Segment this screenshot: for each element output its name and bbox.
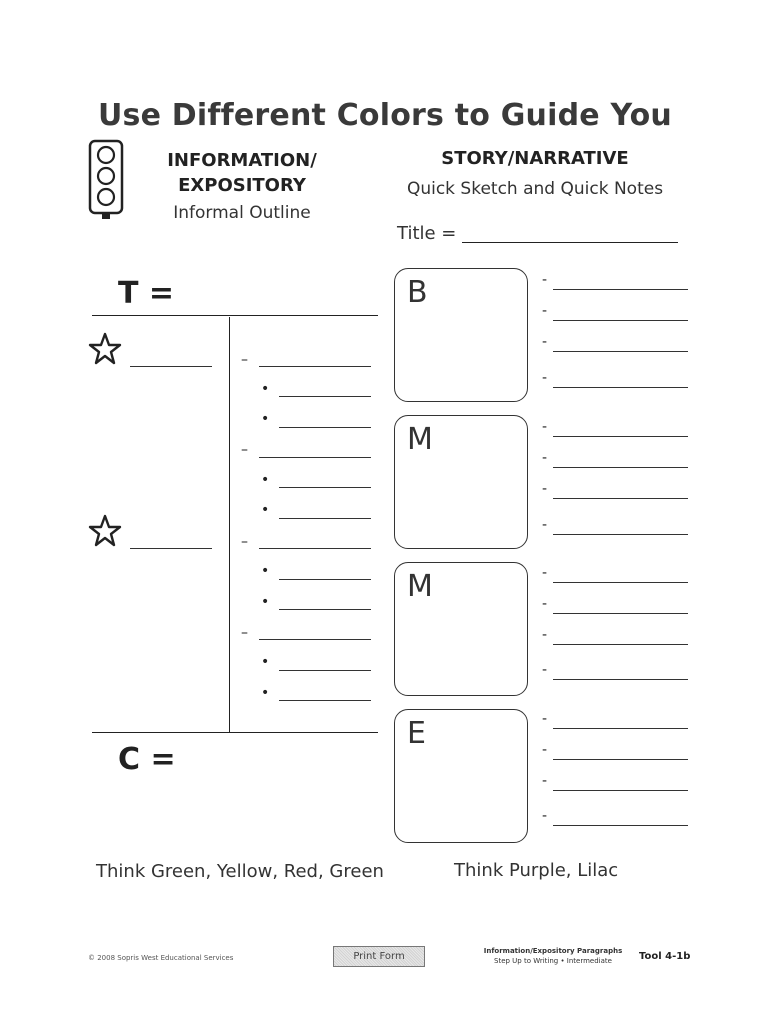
detail-line[interactable] xyxy=(279,487,371,488)
detail-bullet: • xyxy=(261,654,270,670)
info-heading-line1: INFORMATION/ xyxy=(167,150,317,171)
note-line[interactable] xyxy=(553,320,688,321)
note-line[interactable] xyxy=(553,351,688,352)
note-line[interactable] xyxy=(553,534,688,535)
topic-line xyxy=(92,315,378,316)
note-line[interactable] xyxy=(553,289,688,290)
note-line[interactable] xyxy=(553,582,688,583)
box-letter: B xyxy=(407,275,428,310)
note-line[interactable] xyxy=(553,387,688,388)
tool-label: Tool 4-1b xyxy=(639,951,691,962)
story-heading: STORY/NARRATIVE xyxy=(441,148,629,169)
note-dash: - xyxy=(542,711,548,727)
note-dash: - xyxy=(542,565,548,581)
key-point-line[interactable] xyxy=(130,548,212,549)
detail-bullet: • xyxy=(261,411,270,427)
detail-bullet: • xyxy=(261,502,270,518)
detail-bullet: • xyxy=(261,563,270,579)
star-icon xyxy=(88,514,122,548)
detail-line[interactable] xyxy=(279,609,371,610)
credit-line2: Step Up to Writing • Intermediate xyxy=(494,957,612,965)
note-dash: - xyxy=(542,773,548,789)
detail-line[interactable] xyxy=(279,700,371,701)
detail-bullet: • xyxy=(261,381,270,397)
detail-dash: – xyxy=(241,625,248,641)
credit-block xyxy=(478,946,628,966)
note-line[interactable] xyxy=(553,467,688,468)
note-dash: - xyxy=(542,481,548,497)
note-line[interactable] xyxy=(553,728,688,729)
credit-line1: Information/Expository Paragraphs xyxy=(483,947,623,955)
beginning-box[interactable] xyxy=(394,268,528,402)
note-dash: - xyxy=(542,272,548,288)
star-icon xyxy=(88,332,122,366)
note-dash: - xyxy=(542,627,548,643)
note-dash: - xyxy=(542,419,548,435)
info-footer-caption: Think Green, Yellow, Red, Green xyxy=(96,861,384,882)
detail-line[interactable] xyxy=(279,579,371,580)
print-form-button[interactable]: Print Form xyxy=(333,946,425,967)
box-letter: M xyxy=(407,422,433,457)
box-letter: E xyxy=(407,716,426,751)
detail-bullet: • xyxy=(261,594,270,610)
story-title-line[interactable] xyxy=(462,242,678,243)
conclusion-label: C = xyxy=(118,742,176,777)
note-dash: - xyxy=(542,303,548,319)
middle-box[interactable] xyxy=(394,415,528,549)
detail-line[interactable] xyxy=(279,396,371,397)
key-point-line[interactable] xyxy=(130,366,212,367)
info-heading xyxy=(132,148,352,198)
note-line[interactable] xyxy=(553,613,688,614)
detail-line[interactable] xyxy=(259,639,371,640)
story-footer-caption: Think Purple, Lilac xyxy=(454,860,619,881)
traffic-light-icon xyxy=(88,139,126,221)
note-dash: - xyxy=(542,370,548,386)
detail-dash: – xyxy=(241,534,248,550)
page-title: Use Different Colors to Guide You xyxy=(97,98,672,133)
box-letter: M xyxy=(407,569,433,604)
note-line[interactable] xyxy=(553,644,688,645)
detail-bullet: • xyxy=(261,685,270,701)
note-line[interactable] xyxy=(553,759,688,760)
note-line[interactable] xyxy=(553,679,688,680)
note-line[interactable] xyxy=(553,436,688,437)
conclusion-line xyxy=(92,732,378,733)
detail-line[interactable] xyxy=(279,427,371,428)
detail-line[interactable] xyxy=(279,670,371,671)
detail-dash: – xyxy=(241,442,248,458)
story-subtitle: Quick Sketch and Quick Notes xyxy=(406,179,664,199)
note-dash: - xyxy=(542,662,548,678)
note-dash: - xyxy=(542,808,548,824)
note-dash: - xyxy=(542,742,548,758)
note-line[interactable] xyxy=(553,790,688,791)
detail-dash: – xyxy=(241,352,248,368)
note-line[interactable] xyxy=(553,825,688,826)
detail-line[interactable] xyxy=(259,457,371,458)
copyright: © 2008 Sopris West Educational Services xyxy=(88,954,234,962)
end-box[interactable] xyxy=(394,709,528,843)
detail-line[interactable] xyxy=(259,366,371,367)
info-heading-line2: EXPOSITORY xyxy=(178,175,306,196)
detail-bullet: • xyxy=(261,472,270,488)
outline-divider xyxy=(229,317,230,732)
note-line[interactable] xyxy=(553,498,688,499)
note-dash: - xyxy=(542,517,548,533)
note-dash: - xyxy=(542,334,548,350)
detail-line[interactable] xyxy=(279,518,371,519)
note-dash: - xyxy=(542,596,548,612)
detail-line[interactable] xyxy=(259,548,371,549)
story-title-label: Title = xyxy=(397,223,457,244)
topic-label: T = xyxy=(118,276,175,311)
info-subtitle: Informal Outline xyxy=(173,203,311,223)
middle-box[interactable] xyxy=(394,562,528,696)
note-dash: - xyxy=(542,450,548,466)
